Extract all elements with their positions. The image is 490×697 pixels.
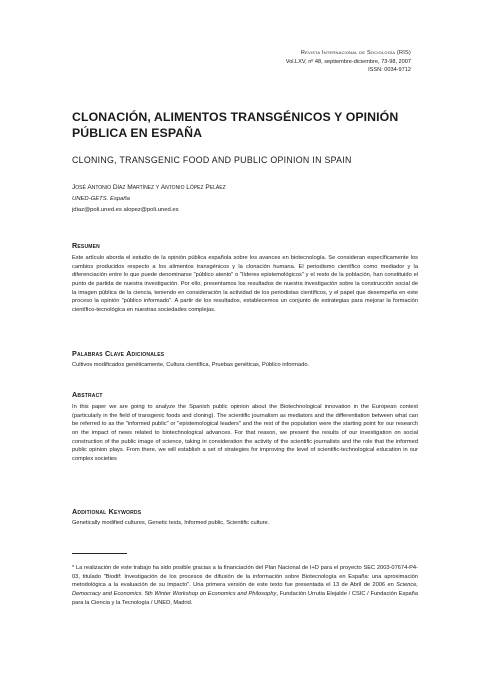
- abstract-heading: Abstract: [72, 390, 103, 399]
- journal-issn: ISSN: 0034-9712: [368, 67, 411, 74]
- journal-name: Revista Internacional de Sociología (RIS): [300, 50, 411, 56]
- palabras-clave-heading: Palabras Clave Adicionales: [72, 349, 165, 358]
- resumen-text: Este artículo aborda el estudio de la opinión pública española sobre los avances en biotecnología. Se consideran específicamente los cambios producidos respecto a los alimentos transgénicos y la clonación humana. El periodismo científico como mediador y la diferenciación entre lo que puede denominarse "público atento" o "líderes epistemológicos" y el resto de la población, han constituido el punto de partida de nuestra investigación. Por ello, presentamos los resultados de nuestra investigación sobre la construcción social de la imagen pública de la ciencia, teniendo en consideración la actividad de los periodistas científicos, y el papel que desempeña en este proceso la opinión "público informado". A partir de los resultados, establecemos un conjunto de estrategias para mejorar la formación científico-tecnológica en nuestras sociedades complejas.: [72, 255, 418, 313]
- footnote-italic-venue: Science, Democracy and Economics. 5th Winter Workshop on Economics and Philosophy: [72, 582, 418, 597]
- footnote: [72, 564, 418, 607]
- abstract-text: In this paper we are going to analyze the Spanish public opinion about the Biotechnological innovation in the European context (particularly in the field of transgenic foods and cloning). The scientific journalism as mediators and the differentiation between what can be referred to as the "informed public" or "epistemological leaders" and the rest of the population were the starting point for our research on the impact of news related to biotechnological advances. For that reason, we present the results of our investigation on social construction of the public image of science, taking in consideration the activity of the scientific journalists and the role that the informed public opinion plays. From there, we will establish a set of strategies for improving the level of scientific-technological education in our complex societies: [72, 404, 418, 462]
- journal-header: [286, 49, 411, 75]
- author-emails: jdiaz@poli.uned.es alopez@poli.uned.es: [72, 207, 179, 213]
- additional-keywords-heading: Additional Keywords: [72, 507, 142, 516]
- palabras-clave-text: Cultivos modificados genéticamente, Cultura científica, Pruebas genéticas, Público informado.: [72, 362, 310, 368]
- resumen-heading: Resumen: [72, 241, 100, 250]
- article-title-english: CLONING, TRANSGENIC FOOD AND PUBLIC OPINION IN SPAIN: [72, 155, 352, 165]
- additional-keywords-text: Genetically modified cultures, Genetic tests, Informed public, Scientific culture.: [72, 520, 270, 526]
- footnote-divider: [72, 553, 127, 554]
- journal-volume: Vol.LXV, nº 48, septiembre-diciembre, 73-98, 2007: [285, 58, 411, 65]
- author-affiliation: UNED-GETS. España: [72, 196, 130, 202]
- article-title: CLONACIÓN, ALIMENTOS TRANSGÉNICOS Y OPINIÓN PÚBLICA EN ESPAÑA: [72, 110, 399, 140]
- article-authors: José Antonio Díaz Martínez y Antonio López Peláez: [72, 184, 226, 191]
- footnote-text-2: , Fundación Urrutia Elejalde / CSIC / Fundación España para la Ciencia y la Tecnología / UNED, Madrid.: [72, 590, 418, 606]
- footnote-text-1: * La realización de este trabajo ha sido posible gracias a la financiación del Plan Nacional de I+D para el proyecto SEC 2003-07674-P4-03, titulado "Biodif: Investigación de los procesos de difusión de la información sobre Biotecnología en España: una aproximación metodológica a la evaluación de su impacto". Una primera versión de este texto fue presentada el 13 de Abril de 2006 en: [72, 565, 418, 589]
